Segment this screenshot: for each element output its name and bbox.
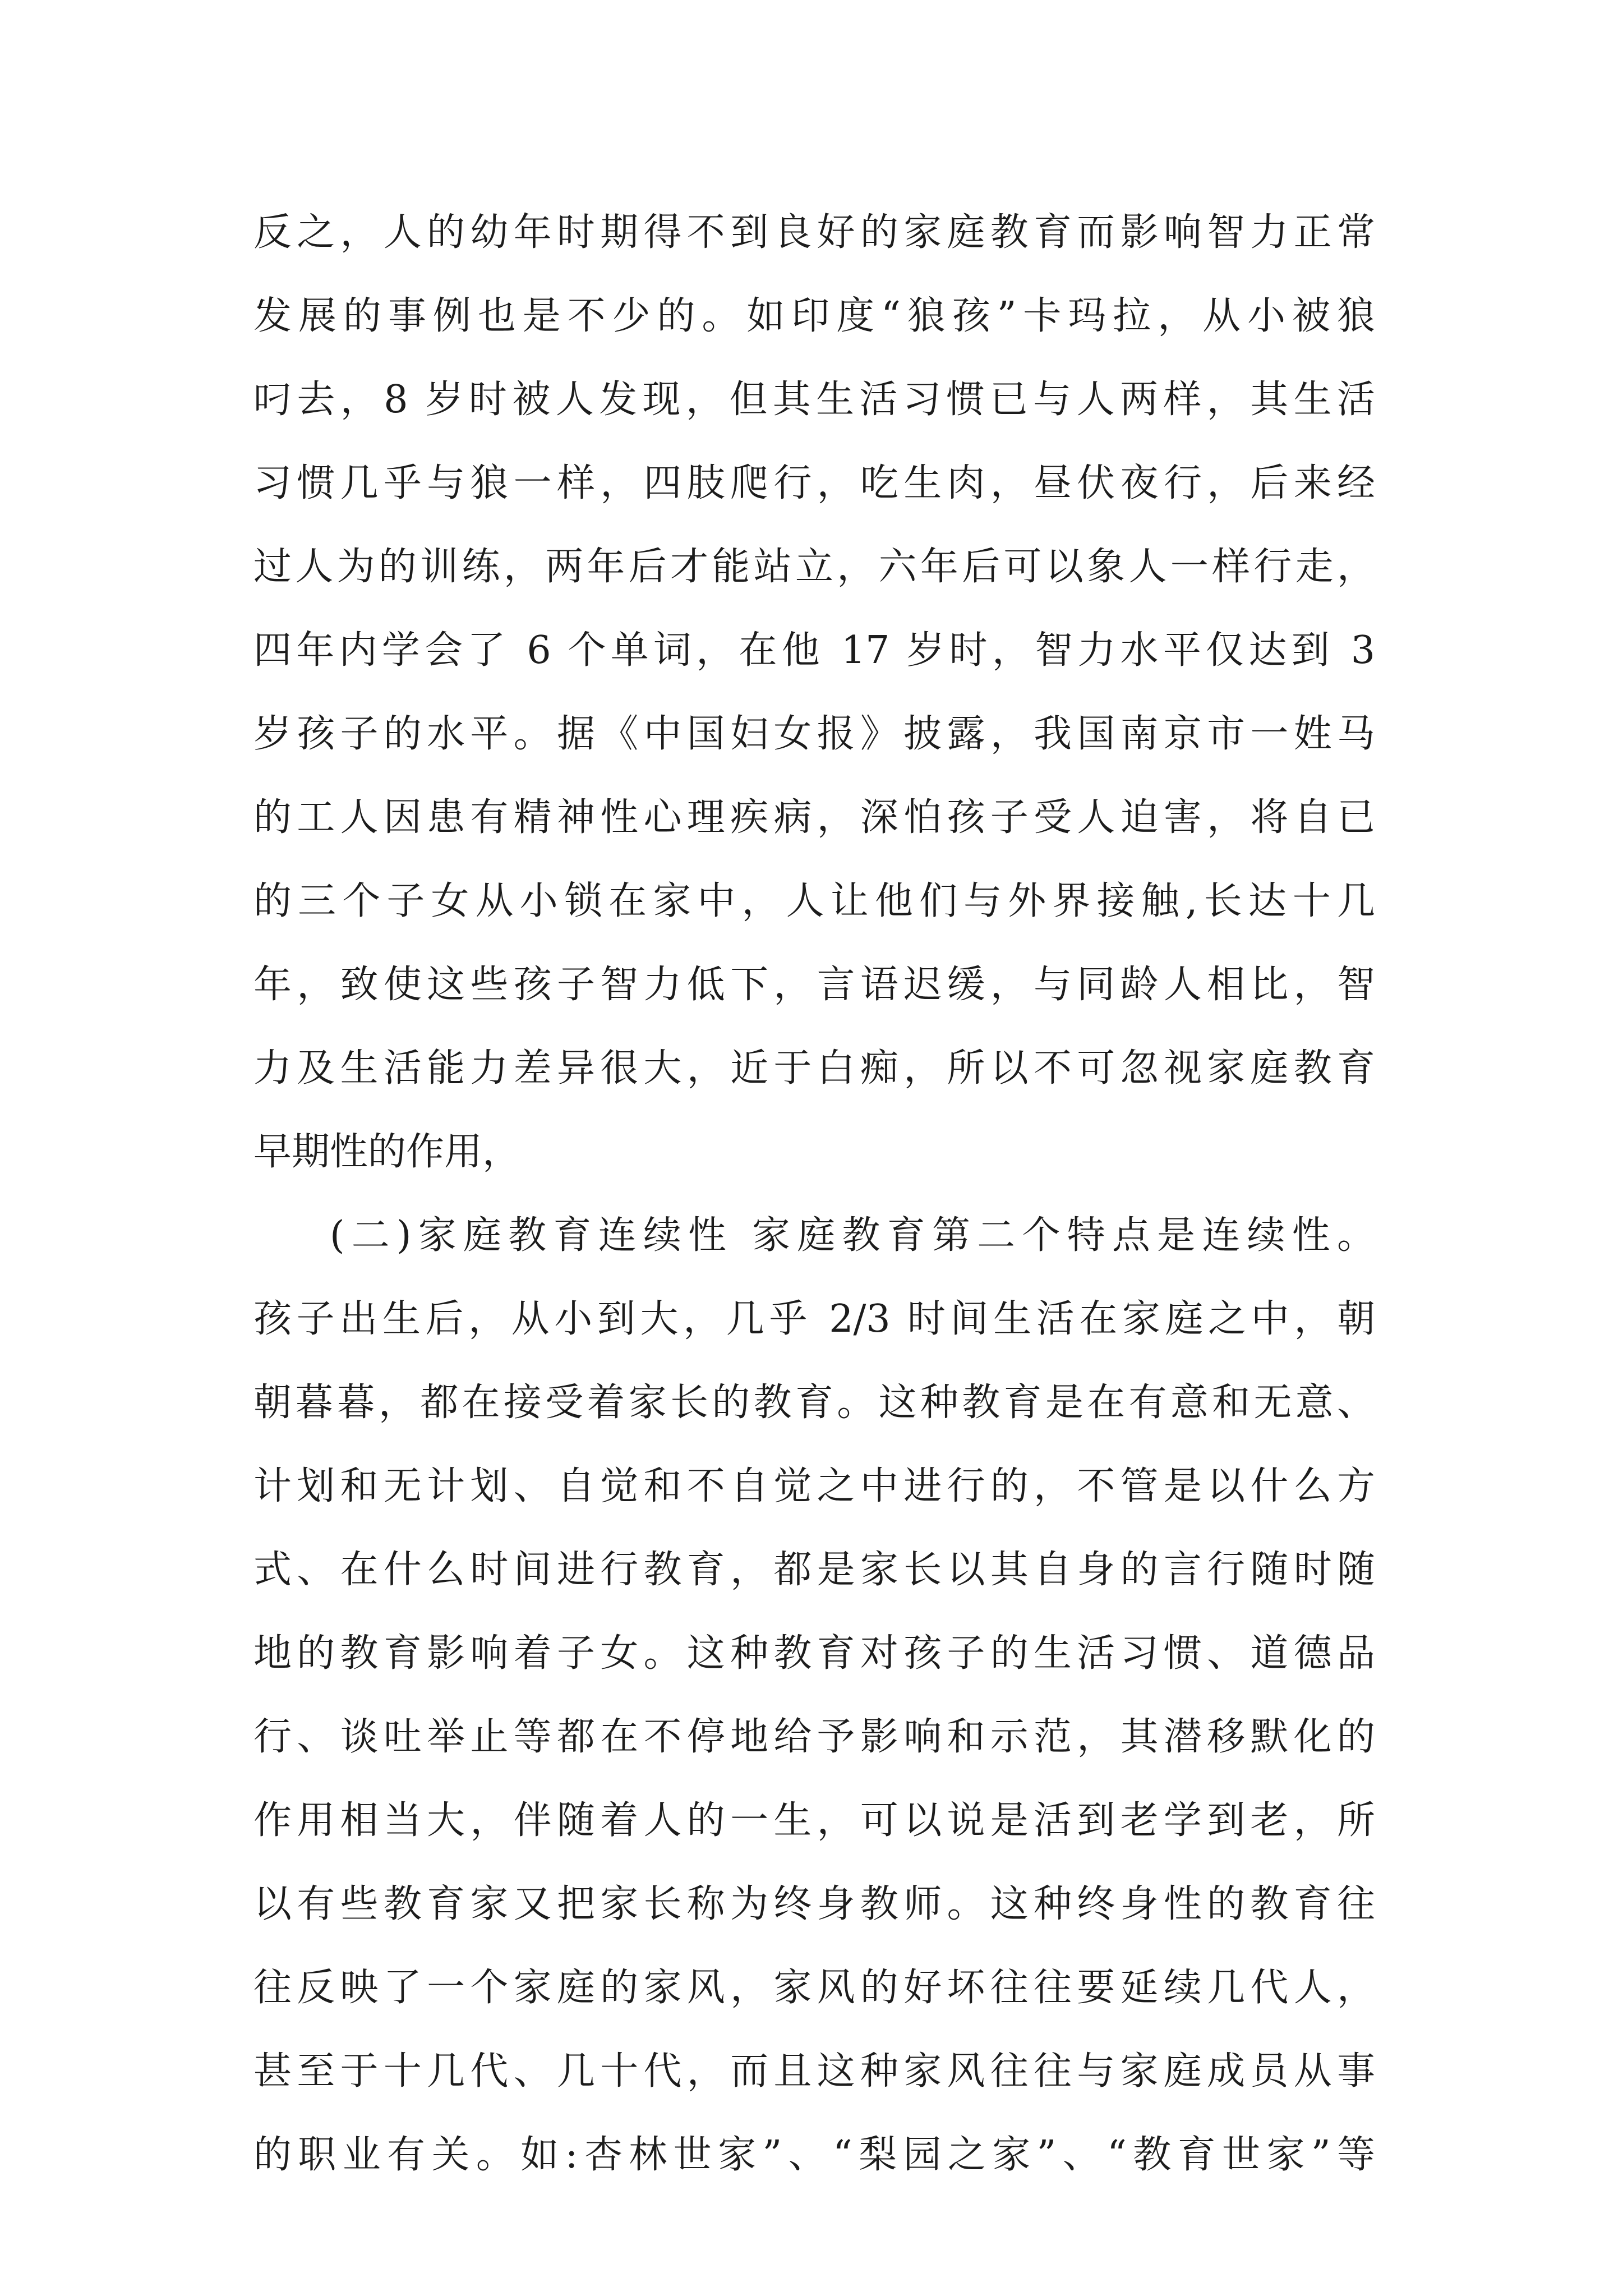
text-line: 早期性的作用， <box>253 1130 521 1174</box>
text-line: 力及生活能力差异很大，近于白痴，所以不可忽视家庭教育 <box>253 1046 1375 1091</box>
text-line: 的工人因患有精神性心理疾病，深怕孩子受人迫害，将自已 <box>253 795 1375 840</box>
text-line: 反之，人的幼年时期得不到良好的家庭教育而影响智力正常 <box>253 210 1375 255</box>
text-line: 孩子出生后，从小到大，几乎 2/3 时间生活在家庭之中，朝 <box>253 1297 1375 1341</box>
text-line: 地的教育影响着子女。这种教育对孩子的生活习惯、道德品 <box>253 1631 1375 1676</box>
text-line: 四年内学会了 6 个单词，在他 17 岁时，智力水平仅达到 3 <box>253 628 1375 673</box>
text-line: 习惯几乎与狼一样，四肢爬行，吃生肉，昼伏夜行，后来经 <box>253 461 1375 505</box>
text-line: 岁孩子的水平。据《中国妇女报》披露，我国南京市一姓马 <box>253 712 1375 756</box>
text-line: 计划和无计划、自觉和不自觉之中进行的，不管是以什么方 <box>253 1464 1375 1508</box>
text-line: 往反映了一个家庭的家风，家风的好坏往往要延续几代人， <box>253 1966 1375 2010</box>
text-line: 甚至于十几代、几十代，而且这种家风往往与家庭成员从事 <box>253 2049 1375 2093</box>
text-line: 以有些教育家又把家长称为终身教师。这种终身性的教育往 <box>253 1882 1375 1926</box>
text-line: 叼去，8 岁时被人发现，但其生活习惯已与人两样，其生活 <box>253 378 1375 422</box>
text-line: 的职业有关。如:杏林世家”、“梨园之家”、“教育世家”等 <box>253 2133 1375 2177</box>
text-line: 发展的事例也是不少的。如印度“狼孩”卡玛拉，从小被狼 <box>253 294 1375 338</box>
text-line: 过人为的训练，两年后才能站立，六年后可以象人一样行走， <box>253 545 1375 589</box>
text-line: 朝暮暮，都在接受着家长的教育。这种教育是在有意和无意、 <box>253 1381 1375 1425</box>
text-line: 式、在什么时间进行教育，都是家长以其自身的言行随时随 <box>253 1548 1375 1592</box>
section-heading-line: (二)家庭教育连续性 家庭教育第二个特点是连续性。 <box>330 1213 1375 1258</box>
text-line: 的三个子女从小锁在家中，人让他们与外界接触,长达十几 <box>253 879 1375 923</box>
text-line: 行、谈吐举止等都在不停地给予影响和示范，其潜移默化的 <box>253 1715 1375 1759</box>
text-line: 作用相当大，伴随着人的一生，可以说是活到老学到老，所 <box>253 1798 1375 1843</box>
text-line: 年，致使这些孩子智力低下，言语迟缓，与同龄人相比，智 <box>253 963 1375 1007</box>
